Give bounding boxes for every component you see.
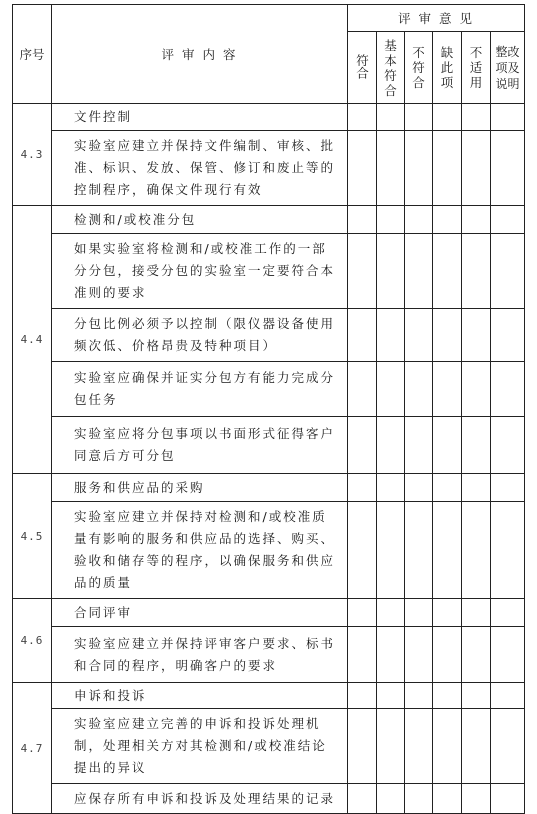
header-remark (491, 32, 525, 104)
cell-na[interactable] (462, 627, 491, 683)
review-item: 实验室应建立并保持对检测和/或校准质量有影响的服务和供应品的选择、购买、验收和储存等的程序，以确保服务和供应品的质量 (52, 502, 348, 599)
cell-basic[interactable] (377, 627, 405, 683)
cell-nonconform[interactable] (405, 709, 433, 784)
cell-conform[interactable] (348, 627, 377, 683)
header-conform: 符合 (348, 32, 377, 104)
cell-basic[interactable] (377, 362, 405, 417)
cell-conform[interactable] (348, 784, 377, 814)
cell-conform[interactable] (348, 417, 377, 474)
section-no: 4.6 (13, 599, 52, 683)
header-basic-conform: 基本符合 (377, 32, 405, 104)
cell-na[interactable] (462, 234, 491, 309)
header-nonconform: 不符合 (405, 32, 433, 104)
cell-conform[interactable] (348, 362, 377, 417)
cell-basic[interactable] (377, 784, 405, 814)
cell-nonconform[interactable] (405, 502, 433, 599)
section-title: 检测和/或校准分包 (52, 206, 348, 234)
cell-basic[interactable] (377, 709, 405, 784)
section-no: 4.7 (13, 683, 52, 814)
cell-remark[interactable] (491, 627, 525, 683)
cell-basic[interactable] (377, 309, 405, 362)
review-item: 实验室应建立完善的申诉和投诉处理机制，处理相关方对其检测和/或校准结论提出的异议 (52, 709, 348, 784)
section-title: 文件控制 (52, 104, 348, 131)
cell-remark[interactable] (491, 131, 525, 206)
cell-na[interactable] (462, 502, 491, 599)
section-title: 申诉和投诉 (52, 683, 348, 709)
header-remark-line3: 说明 (495, 76, 520, 91)
cell-na[interactable] (462, 362, 491, 417)
cell-na[interactable] (462, 784, 491, 814)
cell-nonconform[interactable] (405, 627, 433, 683)
cell-na[interactable] (462, 417, 491, 474)
cell-nonconform[interactable] (405, 417, 433, 474)
cell-remark[interactable] (491, 362, 525, 417)
cell-missing[interactable] (433, 709, 462, 784)
cell-nonconform[interactable] (405, 234, 433, 309)
cell-remark[interactable] (491, 709, 525, 784)
cell-basic[interactable] (377, 417, 405, 474)
section-title: 合同评审 (52, 599, 348, 627)
header-missing: 缺此项 (433, 32, 462, 104)
review-item: 实验室应确保并证实分包方有能力完成分包任务 (52, 362, 348, 417)
cell-missing[interactable] (433, 309, 462, 362)
cell-missing[interactable] (433, 627, 462, 683)
cell-basic[interactable] (377, 502, 405, 599)
header-remark-line1: 整改 (495, 44, 520, 59)
cell-missing[interactable] (433, 234, 462, 309)
cell-na[interactable] (462, 709, 491, 784)
cell-remark[interactable] (491, 417, 525, 474)
header-content: 评 审 内 容 (52, 5, 348, 104)
review-item: 如果实验室将检测和/或校准工作的一部分分包，接受分包的实验室一定要符合本准则的要求 (52, 234, 348, 309)
review-item: 实验室应将分包事项以书面形式征得客户同意后方可分包 (52, 417, 348, 474)
section-no: 4.4 (13, 206, 52, 474)
cell-conform[interactable] (348, 131, 377, 206)
cell-conform[interactable] (348, 234, 377, 309)
cell-na[interactable] (462, 309, 491, 362)
cell-conform[interactable] (348, 502, 377, 599)
cell-remark[interactable] (491, 502, 525, 599)
cell-nonconform[interactable] (405, 362, 433, 417)
cell-missing[interactable] (433, 417, 462, 474)
review-item: 实验室应建立并保持文件编制、审核、批准、标识、发放、保管、修订和废止等的控制程序，确保文件现行有效 (52, 131, 348, 206)
cell-remark[interactable] (491, 784, 525, 814)
header-opinion: 评 审 意 见 (348, 5, 525, 32)
cell-nonconform[interactable] (405, 784, 433, 814)
cell-missing[interactable] (433, 502, 462, 599)
section-no: 4.3 (13, 104, 52, 206)
header-remark-line2: 项及 (495, 60, 520, 75)
cell-missing[interactable] (433, 362, 462, 417)
section-no: 4.5 (13, 474, 52, 599)
cell-conform[interactable] (348, 309, 377, 362)
cell-missing[interactable] (433, 784, 462, 814)
cell-remark[interactable] (491, 234, 525, 309)
cell-na[interactable] (462, 131, 491, 206)
review-item: 分包比例必须予以控制（限仪器设备使用频次低、价格昂贵及特种项目） (52, 309, 348, 362)
header-no: 序号 (13, 5, 52, 104)
cell-nonconform[interactable] (405, 131, 433, 206)
header-not-applicable: 不适用 (462, 32, 491, 104)
review-item: 应保存所有申诉和投诉及处理结果的记录 (52, 784, 348, 814)
cell-remark[interactable] (491, 309, 525, 362)
section-title: 服务和供应品的采购 (52, 474, 348, 502)
cell-nonconform[interactable] (405, 309, 433, 362)
review-table (12, 4, 525, 814)
cell-basic[interactable] (377, 131, 405, 206)
cell-basic[interactable] (377, 234, 405, 309)
cell-conform[interactable] (348, 709, 377, 784)
review-item: 实验室应建立并保持评审客户要求、标书和合同的程序，明确客户的要求 (52, 627, 348, 683)
cell-missing[interactable] (433, 131, 462, 206)
